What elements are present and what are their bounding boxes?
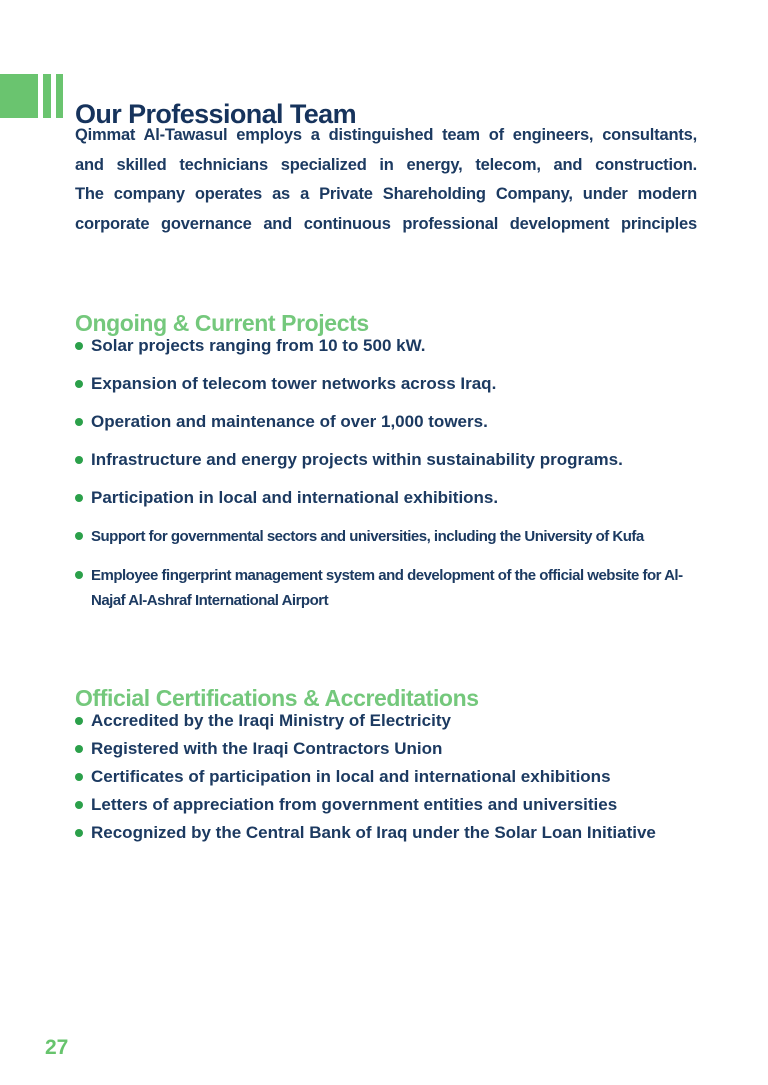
green-bar-icon [56, 74, 63, 118]
list-item-text: Employee fingerprint management system and development of the official website for Al-Najaf Al-Ashraf International Airport [91, 567, 683, 609]
list-item [75, 821, 699, 845]
bullet-dot-icon [75, 342, 83, 350]
list-item [75, 709, 699, 733]
list-item-text: Registered with the Iraqi Contractors Union [91, 739, 443, 758]
list-item-text: Accredited by the Iraqi Ministry of Electricity [91, 711, 451, 730]
section-heading-certifications: Official Certifications & Accreditations [75, 685, 479, 712]
list-item [75, 410, 699, 434]
intro-line: Qimmat Al-Tawasul employs a distinguished team of engineers, consultants, [75, 126, 697, 144]
list-item [75, 563, 699, 613]
green-square-icon [0, 74, 38, 118]
list-item [75, 372, 699, 396]
bullet-dot-icon [75, 717, 83, 725]
list-item [75, 334, 699, 358]
list-item-text: Certificates of participation in local and international exhibitions [91, 767, 611, 786]
intro-line: and skilled technicians specialized in energy, telecom, and construction. [75, 155, 697, 174]
bullet-dot-icon [75, 456, 83, 464]
list-item-text: Participation in local and international exhibitions. [91, 488, 499, 507]
green-bar-icon [43, 74, 51, 118]
projects-list [75, 334, 699, 627]
list-item [75, 448, 699, 472]
section-heading-projects: Ongoing & Current Projects [75, 310, 369, 337]
bullet-dot-icon [75, 532, 83, 540]
bullet-dot-icon [75, 745, 83, 753]
page-title: Our Professional Team [75, 99, 356, 130]
list-item [75, 793, 699, 817]
list-item-text: Letters of appreciation from government entities and universities [91, 795, 618, 814]
bullet-dot-icon [75, 829, 83, 837]
intro-line: corporate governance and continuous professional development principles [75, 214, 697, 233]
intro-line: The company operates as a Private Shareholding Company, under modern [75, 185, 697, 203]
bullet-dot-icon [75, 380, 83, 388]
list-item [75, 524, 699, 549]
bullet-dot-icon [75, 571, 83, 579]
list-item-text: Solar projects ranging from 10 to 500 kW. [91, 336, 426, 355]
bullet-dot-icon [75, 773, 83, 781]
bullet-dot-icon [75, 418, 83, 426]
bullet-dot-icon [75, 494, 83, 502]
bullet-dot-icon [75, 801, 83, 809]
list-item-text: Support for governmental sectors and universities, including the University of Kufa [91, 528, 644, 545]
page-number: 27 [45, 1036, 69, 1059]
list-item-text: Recognized by the Central Bank of Iraq under the Solar Loan Initiative [91, 823, 656, 842]
intro-paragraph [75, 121, 697, 239]
list-item [75, 765, 699, 789]
list-item-text: Expansion of telecom tower networks across Iraq. [91, 374, 497, 393]
list-item-text: Infrastructure and energy projects within sustainability programs. [91, 450, 623, 469]
list-item-text: Operation and maintenance of over 1,000 towers. [91, 412, 488, 431]
certifications-list [75, 709, 699, 849]
list-item [75, 486, 699, 510]
list-item [75, 737, 699, 761]
